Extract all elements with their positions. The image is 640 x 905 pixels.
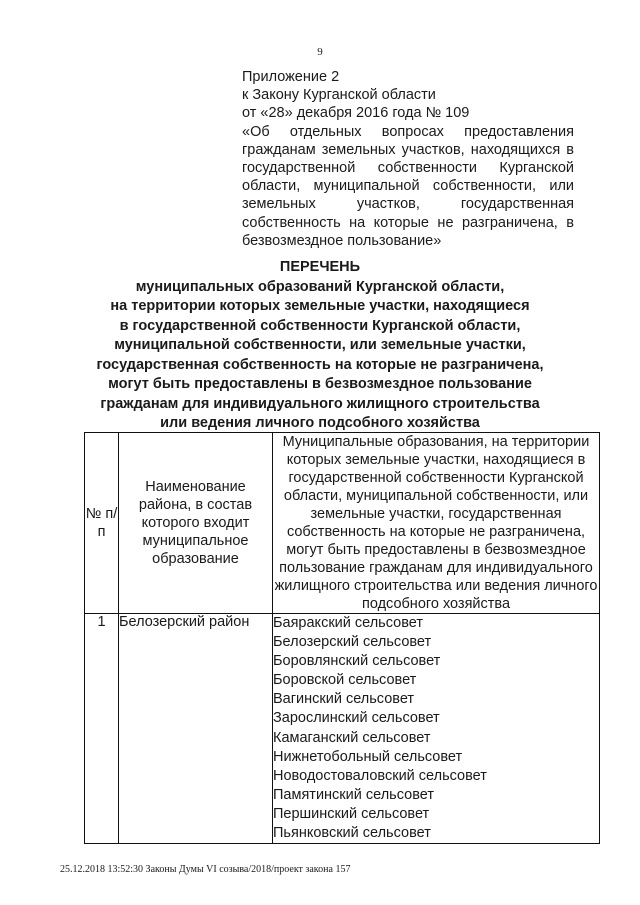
header-municipalities: Муниципальные образования, на территории которых земельные участки, находящиеся в государственной собственности Курганской области, муниципальной собственности, или земельные участки, государственная собственность на которые не разграничена, могут быть предоставлены в безвозмездное пользование гражданам для индивидуального жилищного строительства или ведения личного подсобного хозяйства [273, 433, 600, 614]
municipality-item: Нижнетобольный сельсовет [273, 748, 463, 765]
municipality-item: Баяракский сельсовет [273, 615, 423, 631]
municipality-item: Боровской сельсовет [273, 672, 417, 689]
page-number: 9 [317, 46, 323, 58]
title-line: могут быть предоставлены в безвозмездное пользование [108, 376, 532, 392]
title-line: муниципальной собственности, или земельные участки, [114, 337, 526, 353]
municipality-item: Памятинский сельсовет [273, 786, 434, 803]
title-line: в государственной собственности Курганской области, [119, 317, 521, 334]
appendix-block [242, 68, 574, 250]
municipality-item: Новодостоваловский сельсовет [273, 767, 487, 784]
municipality-item: Камаганский сельсовет [273, 729, 431, 746]
document-title [60, 258, 580, 434]
title-line: на территории которых земельные участки, находящиеся [110, 298, 530, 314]
row-municipalities [273, 614, 600, 844]
appendix-law-ref: к Закону Курганской области [242, 87, 436, 104]
header-district: Наименование района, в состав которого входит муниципальное образование [119, 433, 273, 614]
row-number: 1 [85, 614, 119, 844]
title-heading: ПЕРЕЧЕНЬ [279, 259, 361, 275]
title-line: государственная собственность на которые не разграничена, [96, 356, 544, 373]
municipalities-table [84, 432, 600, 844]
municipality-item: Белозерский сельсовет [273, 634, 432, 651]
header-number: № п/п [85, 433, 119, 614]
title-line: гражданам для индивидуального жилищного строительства [100, 395, 540, 412]
municipality-item: Зарослинский сельсовет [273, 710, 440, 727]
municipality-item: Вагинский сельсовет [273, 691, 415, 708]
appendix-title: Приложение 2 [242, 69, 340, 85]
appendix-date: от «28» декабря 2016 года № 109 [242, 105, 470, 122]
title-line: или ведения личного подсобного хозяйства [160, 415, 480, 431]
title-line: муниципальных образований Курганской области, [135, 278, 505, 295]
municipality-item: Першинский сельсовет [273, 805, 430, 822]
appendix-law-name: «Об отдельных вопросах предоставления гражданам земельных участков, находящихся в государственной собственности Курганской области, муниципальной собственности, или земельных участков, государственная собственность на которые не разграничена, в безвозмездное пользование» [242, 123, 574, 249]
municipality-item: Пьянковский сельсовет [273, 825, 431, 842]
municipality-item: Боровлянский сельсовет [273, 653, 441, 670]
footer-file-stamp: 25.12.2018 13:52:30 Законы Думы VI созыва/2018/проект закона 157 [60, 864, 351, 875]
table-row [85, 614, 600, 844]
table-header-row [85, 433, 600, 614]
row-district: Белозерский район [119, 614, 273, 844]
